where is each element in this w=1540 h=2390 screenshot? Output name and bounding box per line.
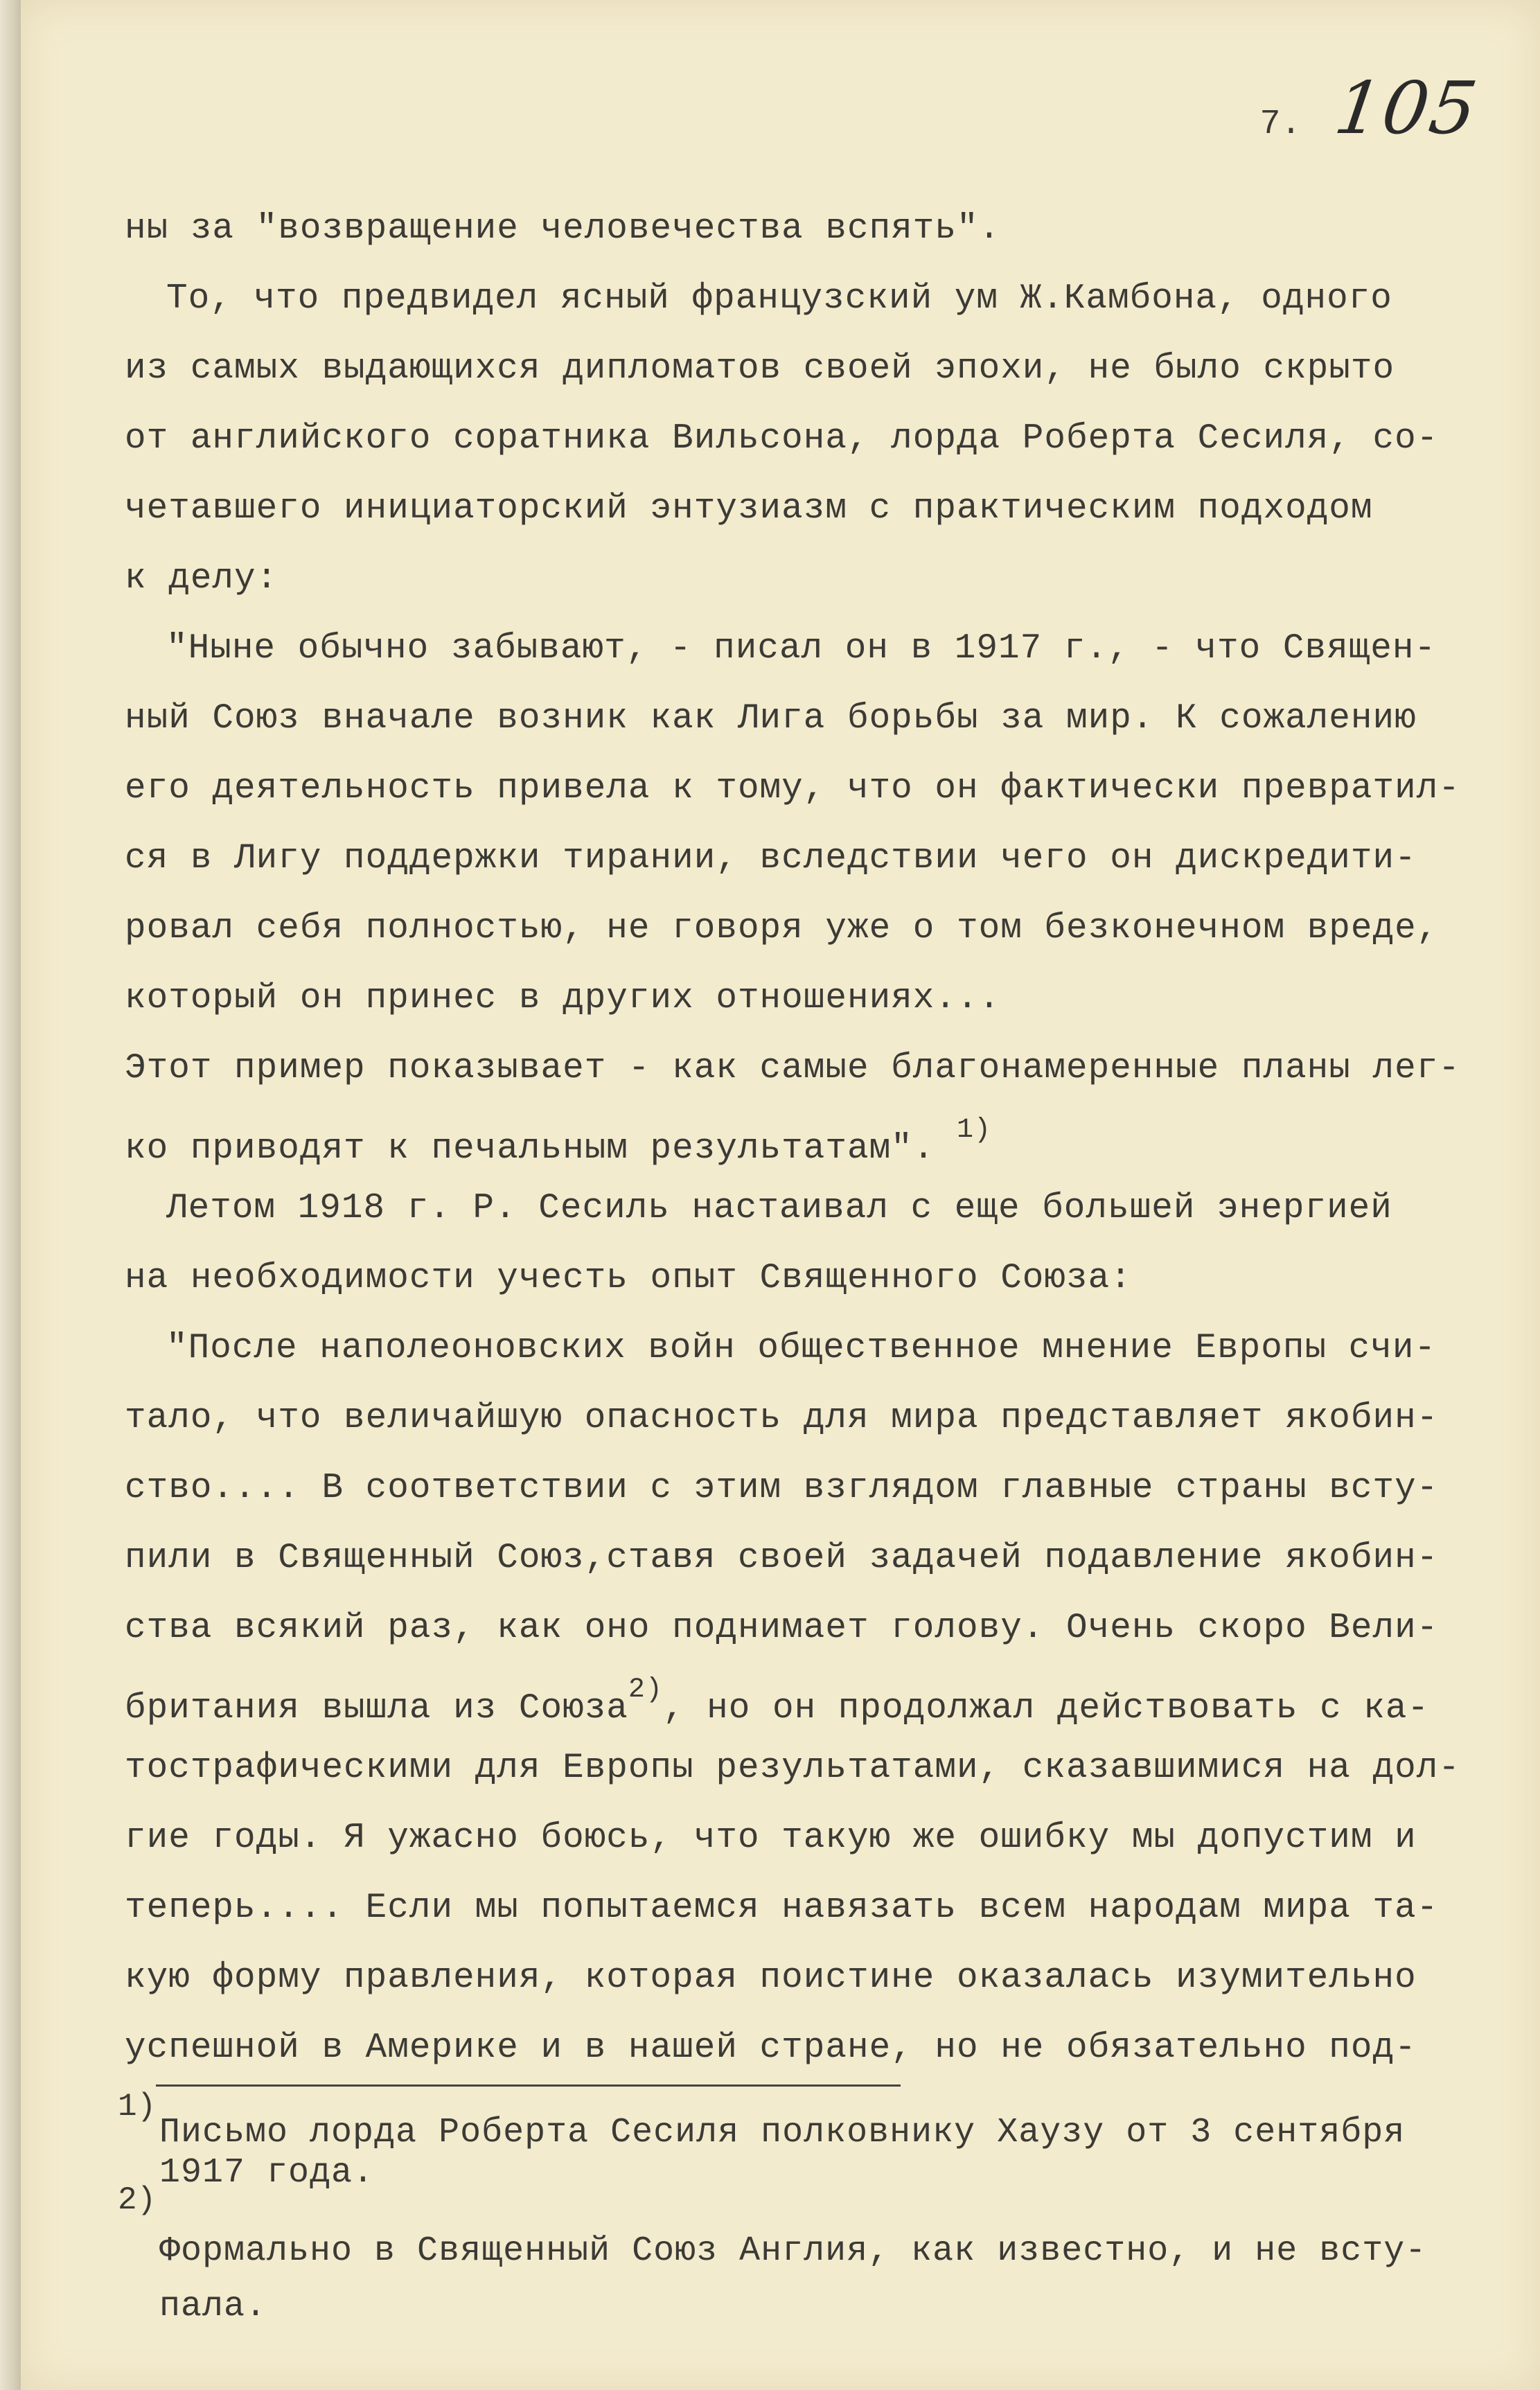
text-line: ство.... В соответствии с этим взглядом главные страны всту- — [125, 1469, 1439, 1508]
text-line — [125, 1104, 1489, 1174]
left-page-edge — [0, 0, 21, 2390]
text-line: его деятельность привела к тому, что он фактически превратил- — [125, 769, 1460, 808]
page-number-area — [1259, 66, 1484, 150]
text-line: гие годы. Я ужасно боюсь, что такую же ошибку мы допустим и — [125, 1818, 1417, 1858]
text-line: ны за "возвращение человечества вспять". — [125, 209, 1001, 249]
text-line: Летом 1918 г. Р. Сесиль настаивал с еще большей энергией — [166, 1189, 1392, 1228]
text-line: "После наполеоновских войн общественное мнение Европы счи- — [166, 1329, 1437, 1368]
text-line: ся в Лигу поддержки тирании, вследствии чего он дискредити- — [125, 839, 1417, 878]
text-line: тало, что величайшую опасность для мира представляет якобин- — [125, 1399, 1439, 1438]
handwritten-page-number: 105 — [1329, 66, 1484, 150]
footnote-ref-1: 1) — [957, 1115, 992, 1146]
text-line: четавшего инициаторский энтузиазм с практическим подходом — [125, 489, 1373, 529]
footnote-divider — [156, 2084, 901, 2087]
text-line: пили в Священный Союз,ставя своей задачей подавление якобин- — [125, 1539, 1439, 1578]
footnote-mark: 2) — [118, 2182, 157, 2218]
footnote-ref-2: 2) — [628, 1674, 663, 1706]
text-line-content: ко приводят к печальным результатам". — [125, 1129, 935, 1169]
text-line: ства всякий раз, как оно поднимает голову. Очень скоро Вели- — [125, 1609, 1439, 1648]
text-line: "Ныне обычно забывают, - писал он в 1917 г., - что Священ- — [166, 629, 1437, 669]
text-line: который он принес в других отношениях... — [125, 979, 1001, 1018]
text-line: из самых выдающихся дипломатов своей эпохи, не было скрыто — [125, 349, 1395, 389]
text-line: теперь.... Если мы попытаемся навязать всем народам мира та- — [125, 1888, 1439, 1928]
footnote-text: Письмо лорда Роберта Сесиля полковнику Хаузу от 3 сентября 1917 года. — [159, 2113, 1406, 2193]
text-line: ровал себя полностью, не говоря уже о том безконечном вреде, — [125, 909, 1439, 948]
document-page — [21, 0, 1540, 2390]
text-line: к делу: — [125, 559, 278, 599]
footnote-mark: 1) — [118, 2089, 157, 2125]
text-line: кую форму правления, которая поистине оказалась изумительно — [125, 1958, 1417, 1998]
footnote-text: Формально в Священный Союз Англия, как известно, и не всту- пала. — [159, 2231, 1427, 2326]
text-line: успешной в Америке и в нашей стране, но не обязательно под- — [125, 2028, 1417, 2068]
text-line: на необходимости учесть опыт Священного Союза: — [125, 1259, 1132, 1298]
text-line: Этот пример показывает - как самые благонамеренные планы лег- — [125, 1049, 1460, 1088]
text-line: тострафическими для Европы результатами, сказавшимися на дол- — [125, 1749, 1460, 1788]
text-line-continuation: , но он продолжал действовать с ка- — [662, 1689, 1430, 1728]
text-line: ный Союз вначале возник как Лига борьбы за мир. К сожалению — [125, 699, 1417, 738]
text-line: от английского соратника Вильсона, лорда Роберта Сесиля, со- — [125, 419, 1439, 459]
text-line-content: британия вышла из Союза — [125, 1689, 628, 1728]
text-line: То, что предвидел ясный французский ум Ж.Камбона, одного — [166, 279, 1392, 319]
text-line — [125, 1663, 1489, 1733]
typed-page-number: 7. — [1259, 105, 1302, 144]
body-text — [125, 194, 1489, 2083]
